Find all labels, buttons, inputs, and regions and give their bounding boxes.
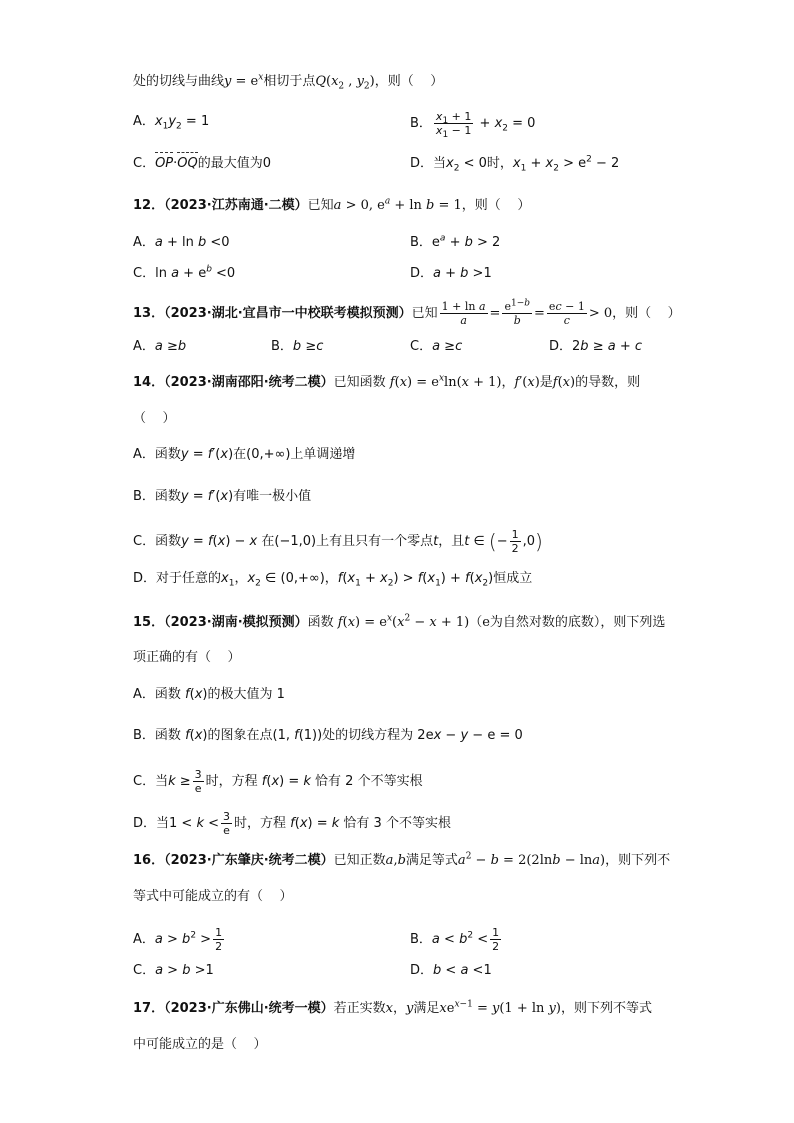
q16-option-b: B．$a < b^2$ < $\frac{1}{2}$ [410, 926, 500, 953]
q15-option-c: C．当k ≥ $\frac{3}{e}$ 时，方程 f(x) = k 恰有 2 个不等实根 [133, 768, 423, 795]
q14-source: 14．（2023·湖南邵阳·统考二模） [133, 375, 334, 390]
q17-stem-continuation: 中可能成立的是（ ） [133, 1037, 267, 1052]
q13-source: 13．（2023·湖北·宜昌市一中校联考模拟预测） [133, 306, 412, 321]
q14-stem-parens: （ ） [133, 411, 176, 426]
q13-stem: 13．（2023·湖北·宜昌市一中校联考模拟预测）已知 $\frac{\text{1 + ln a}}{a}$ = $\frac{e^{1-b}}{b}$ = $\frac{ec - 1}{c}$ > 0，则（ ） [133, 298, 681, 327]
q16-stem: 16．（2023·广东肇庆·统考二模）已知正数a,b满足等式$a^2 - b = 2(2\ln b - \ln a)$，则下列不 [133, 851, 671, 868]
q17-stem: 17．（2023·广东佛山·统考一模）若正实数x，y满足$xe^{x-1} = y(1 + \ln y)$，则下列不等式 [133, 999, 652, 1016]
q15-option-d: D．当1 < k < $\frac{3}{e}$ 时，方程 f(x) = k 恰有 3 个不等实根 [133, 810, 451, 837]
q12-option-a: A．a + ln b <0 [133, 235, 230, 250]
q17-source: 17．（2023·广东佛山·统考一模） [133, 1001, 334, 1016]
q15-stem: 15．（2023·湖南·模拟预测）函数 $f(x) = e^x(x^2 - x + 1)(e$为自然对数的底数），则下列选 [133, 613, 666, 630]
q13-option-b: B．b ≥c [271, 339, 324, 354]
q16-stem-continuation: 等式中可能成立的有（ ） [133, 889, 293, 904]
q15-option-a: A．函数 f(x)的极大值为 1 [133, 687, 285, 702]
q16-option-d: D．b < a <1 [410, 963, 492, 978]
q12-stem: 12．（2023·江苏南通·二模）已知a > 0, $e^a + \ln b = 1$，则（ ） [133, 196, 531, 213]
q15-stem-continuation: 项正确的有（ ） [133, 650, 241, 665]
q11-option-a: A．$x_1y_2 = 1$ [133, 114, 210, 132]
q12-option-c: C．$\ln a + e^b <0$ [133, 264, 236, 281]
q12-source: 12．（2023·江苏南通·二模） [133, 198, 308, 213]
q13-option-c: C．a ≥c [410, 339, 463, 354]
q13-option-d: D．2b ≥ a + c [549, 339, 643, 354]
q14-stem: 14．（2023·湖南邵阳·统考二模）已知函数 $f(x) = e^x\ln(x + 1)$，f′(x)是f(x)的导数，则 [133, 373, 641, 390]
q11-stem-continuation: 处的切线与曲线$y = e^x$相切于点$Q(x_2$ , $y_2$)，则（ ） [133, 72, 444, 92]
q11-option-b: B． $\frac{x_1 + 1}{x_1 - 1}$ + $x_2 = 0$ [410, 110, 536, 141]
q12-option-d: D．a + b >1 [410, 266, 492, 281]
q11-option-d: D．当$x_2 < 0$时，$x_1 + x_2 > e^2 - 2$ [410, 154, 620, 174]
q14-option-d: D．对于任意的$x_1$，$x_2$ ∈ (0,+∞)，$f(x_1 + x_2) > f(x_1) + f(x_2)$恒成立 [133, 571, 533, 589]
q13-option-a: A．a ≥b [133, 339, 187, 354]
q12-option-b: B．$e^a + b > 2$ [410, 233, 501, 250]
q14-option-a: A．函数y = f′(x)在(0,+∞)上单调递增 [133, 447, 356, 462]
q16-option-c: C．a > b >1 [133, 963, 214, 978]
q11-option-c: C．OP·OQ的最大值为0 [133, 156, 272, 171]
q15-option-b: B．函数 f(x)的图象在点(1, f(1))处的切线方程为 2ex − y − e = 0 [133, 728, 523, 743]
q15-source: 15．（2023·湖南·模拟预测） [133, 615, 308, 630]
q16-option-a: A．$a > b^2$ > $\frac{1}{2}$ [133, 926, 223, 953]
q16-source: 16．（2023·广东肇庆·统考二模） [133, 853, 334, 868]
q14-option-b: B．函数y = f′(x)有唯一极小值 [133, 489, 312, 504]
q14-option-c: C．函数y = f(x) − x 在(−1,0)上有且只有一个零点t，且t ∈ (− $\frac{1}{2}$ ,0) [133, 528, 543, 555]
